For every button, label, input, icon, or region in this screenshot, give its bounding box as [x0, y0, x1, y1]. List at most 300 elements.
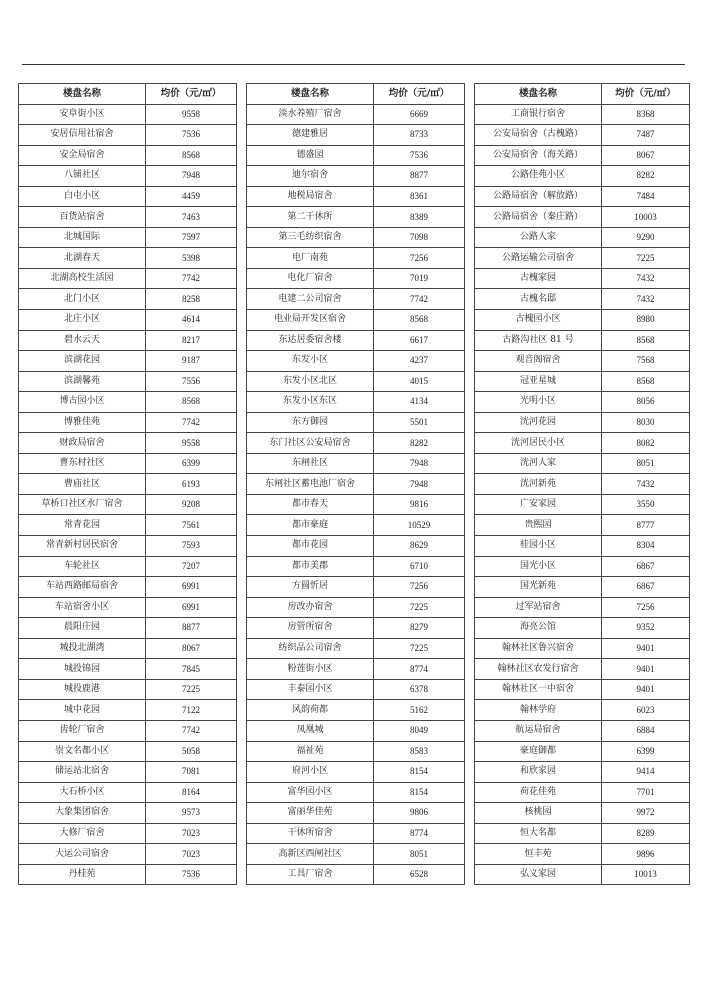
estate-name-cell: 齿轮厂宿舍: [19, 720, 146, 741]
table-row: [475, 536, 690, 557]
average-price-cell: 6399: [146, 453, 237, 474]
estate-name-cell: 博雅佳苑: [19, 412, 146, 433]
average-price-cell: 9816: [374, 494, 465, 515]
average-price-cell: 8154: [374, 762, 465, 783]
estate-name-cell: 富华园小区: [247, 782, 374, 803]
average-price-cell: 10003: [602, 207, 690, 228]
table-row: [475, 741, 690, 762]
table-row: [475, 207, 690, 228]
average-price-cell: 8067: [146, 638, 237, 659]
average-price-cell: 8067: [602, 145, 690, 166]
table-row: [475, 679, 690, 700]
estate-name-cell: 常青新村居民宿舍: [19, 536, 146, 557]
estate-name-cell: 高新区西闸社区: [247, 844, 374, 865]
estate-name-cell: 百货站宿舍: [19, 207, 146, 228]
average-price-cell: 7561: [146, 515, 237, 536]
estate-name-cell: 丰泰园小区: [247, 679, 374, 700]
table-row: [475, 104, 690, 125]
average-price-cell: 8164: [146, 782, 237, 803]
average-price-cell: 7225: [374, 597, 465, 618]
estate-name-cell: 广安家园: [475, 494, 602, 515]
average-price-cell: 4237: [374, 351, 465, 372]
estate-name-cell: 安阜街小区: [19, 104, 146, 125]
column-header-price: 均价（元/㎡）: [374, 84, 465, 105]
average-price-cell: 8568: [374, 310, 465, 331]
estate-name-cell: 恒大名都: [475, 823, 602, 844]
estate-name-cell: 常青花园: [19, 515, 146, 536]
estate-name-cell: 东方御园: [247, 412, 374, 433]
average-price-cell: 8877: [146, 618, 237, 639]
estate-name-cell: 德建雅居: [247, 125, 374, 146]
table-row: [475, 268, 690, 289]
estate-name-cell: 公路局宿舍（解放路）: [475, 186, 602, 207]
average-price-cell: 7556: [146, 371, 237, 392]
table-row: [19, 536, 237, 557]
table-row: [19, 371, 237, 392]
table-row: [475, 248, 690, 269]
table-row: [19, 125, 237, 146]
average-price-cell: 8361: [374, 186, 465, 207]
estate-name-cell: 东发小区北区: [247, 371, 374, 392]
estate-name-cell: 豪庭御都: [475, 741, 602, 762]
estate-name-cell: 公安局宿舍（古槐路）: [475, 125, 602, 146]
table-row: [19, 597, 237, 618]
average-price-cell: 9558: [146, 104, 237, 125]
estate-name-cell: 粉莲街小区: [247, 659, 374, 680]
table-row: [247, 556, 465, 577]
table-row: [475, 782, 690, 803]
table-row: [247, 371, 465, 392]
average-price-cell: 6991: [146, 577, 237, 598]
estate-name-cell: 博古园小区: [19, 392, 146, 413]
table-row: [247, 207, 465, 228]
average-price-cell: 9558: [146, 433, 237, 454]
table-row: [247, 453, 465, 474]
average-price-cell: 8733: [374, 125, 465, 146]
average-price-cell: 8583: [374, 741, 465, 762]
average-price-cell: 7948: [374, 453, 465, 474]
estate-name-cell: 东发小区东区: [247, 392, 374, 413]
estate-name-cell: 大修厂宿舍: [19, 823, 146, 844]
estate-name-cell: 崇文名都小区: [19, 741, 146, 762]
table-row: [247, 803, 465, 824]
average-price-cell: 7122: [146, 700, 237, 721]
column-header-name: 楼盘名称: [247, 84, 374, 105]
estate-name-cell: 东发小区: [247, 351, 374, 372]
average-price-cell: 7742: [374, 289, 465, 310]
table-row: [19, 659, 237, 680]
average-price-cell: 6710: [374, 556, 465, 577]
table-row: [475, 330, 690, 351]
estate-name-cell: 凤凰城: [247, 720, 374, 741]
table-row: [475, 433, 690, 454]
table-row: [19, 618, 237, 639]
estate-name-cell: 过军站宿舍: [475, 597, 602, 618]
average-price-cell: 8877: [374, 166, 465, 187]
price-table-3: [474, 83, 690, 885]
average-price-cell: 8258: [146, 289, 237, 310]
estate-name-cell: 大石桥小区: [19, 782, 146, 803]
average-price-cell: 9290: [602, 227, 690, 248]
table-row: [475, 638, 690, 659]
estate-name-cell: 翰林社区一中宿舍: [475, 679, 602, 700]
table-row: [247, 474, 465, 495]
table-row: [475, 577, 690, 598]
average-price-cell: 7023: [146, 823, 237, 844]
average-price-cell: 7256: [602, 597, 690, 618]
average-price-cell: 7432: [602, 474, 690, 495]
table-row: [475, 803, 690, 824]
average-price-cell: 7742: [146, 412, 237, 433]
estate-name-cell: 冠亚星城: [475, 371, 602, 392]
average-price-cell: 9573: [146, 803, 237, 824]
price-tables: [18, 83, 689, 903]
table-row: [475, 145, 690, 166]
average-price-cell: 8774: [374, 659, 465, 680]
estate-name-cell: 城投锦园: [19, 659, 146, 680]
estate-name-cell: 都市美郡: [247, 556, 374, 577]
estate-name-cell: 古路沟社区 81 号: [475, 330, 602, 351]
estate-name-cell: 古槐名邸: [475, 289, 602, 310]
average-price-cell: 7742: [146, 720, 237, 741]
estate-name-cell: 东闸社区: [247, 453, 374, 474]
estate-name-cell: 翰林学府: [475, 700, 602, 721]
average-price-cell: 8282: [602, 166, 690, 187]
table-row: [475, 186, 690, 207]
table-row: [247, 864, 465, 885]
estate-name-cell: 都市春天: [247, 494, 374, 515]
estate-name-cell: 滨湖馨苑: [19, 371, 146, 392]
average-price-cell: 9187: [146, 351, 237, 372]
table-row: [19, 433, 237, 454]
estate-name-cell: 车轮社区: [19, 556, 146, 577]
estate-name-cell: 曹东村社区: [19, 453, 146, 474]
average-price-cell: 7593: [146, 536, 237, 557]
table-row: [475, 412, 690, 433]
estate-name-cell: 房管所宿舍: [247, 618, 374, 639]
table-row: [19, 104, 237, 125]
table-row: [19, 556, 237, 577]
average-price-cell: 7536: [146, 864, 237, 885]
average-price-cell: 8082: [602, 433, 690, 454]
table-row: [475, 864, 690, 885]
table-row: [475, 762, 690, 783]
average-price-cell: 8568: [602, 330, 690, 351]
average-price-cell: 6528: [374, 864, 465, 885]
table-row: [247, 577, 465, 598]
table-row: [475, 720, 690, 741]
estate-name-cell: 草桥口社区水厂宿舍: [19, 494, 146, 515]
average-price-cell: 8568: [602, 371, 690, 392]
table-row: [475, 289, 690, 310]
estate-name-cell: 北湖高校生活园: [19, 268, 146, 289]
table-row: [19, 844, 237, 865]
column-header-price: 均价（元/㎡）: [146, 84, 237, 105]
table-header-row: [19, 84, 237, 105]
estate-name-cell: 电建二公司宿舍: [247, 289, 374, 310]
estate-name-cell: 北庄小区: [19, 310, 146, 331]
estate-name-cell: 淡水养殖厂宿舍: [247, 104, 374, 125]
estate-name-cell: 洸河新苑: [475, 474, 602, 495]
table-row: [475, 618, 690, 639]
average-price-cell: 7463: [146, 207, 237, 228]
estate-name-cell: 安居信用社宿舍: [19, 125, 146, 146]
average-price-cell: 7484: [602, 186, 690, 207]
table-row: [475, 659, 690, 680]
table-row: [19, 762, 237, 783]
average-price-cell: 8154: [374, 782, 465, 803]
table-row: [247, 679, 465, 700]
table-row: [475, 453, 690, 474]
estate-name-cell: 弘义家园: [475, 864, 602, 885]
estate-name-cell: 公路运输公司宿舍: [475, 248, 602, 269]
estate-name-cell: 北门小区: [19, 289, 146, 310]
table-row: [247, 638, 465, 659]
table-row: [475, 351, 690, 372]
average-price-cell: 9972: [602, 803, 690, 824]
table-row: [475, 474, 690, 495]
average-price-cell: 4015: [374, 371, 465, 392]
table-row: [475, 823, 690, 844]
estate-name-cell: 北湖春天: [19, 248, 146, 269]
estate-name-cell: 迪尔宿舍: [247, 166, 374, 187]
table-row: [19, 268, 237, 289]
average-price-cell: 7536: [146, 125, 237, 146]
estate-name-cell: 车站宿舍小区: [19, 597, 146, 618]
estate-name-cell: 电化厂宿舍: [247, 268, 374, 289]
estate-name-cell: 东闸社区蓄电池厂宿舍: [247, 474, 374, 495]
average-price-cell: 6399: [602, 741, 690, 762]
estate-name-cell: 翰林社区农发行宿舍: [475, 659, 602, 680]
table-row: [475, 844, 690, 865]
average-price-cell: 7019: [374, 268, 465, 289]
table-row: [247, 823, 465, 844]
table-row: [475, 597, 690, 618]
estate-name-cell: 工商银行宿舍: [475, 104, 602, 125]
estate-name-cell: 公安局宿舍（海关路）: [475, 145, 602, 166]
average-price-cell: 7225: [602, 248, 690, 269]
average-price-cell: 8568: [146, 392, 237, 413]
table-row: [247, 536, 465, 557]
estate-name-cell: 核桃园: [475, 803, 602, 824]
table-row: [19, 864, 237, 885]
table-row: [475, 515, 690, 536]
table-row: [247, 310, 465, 331]
average-price-cell: 7742: [146, 268, 237, 289]
average-price-cell: 6617: [374, 330, 465, 351]
average-price-cell: 7948: [146, 166, 237, 187]
estate-name-cell: 公路局宿舍（秦庄路）: [475, 207, 602, 228]
average-price-cell: 8279: [374, 618, 465, 639]
average-price-cell: 7701: [602, 782, 690, 803]
average-price-cell: 9401: [602, 638, 690, 659]
estate-name-cell: 城投鹿港: [19, 679, 146, 700]
estate-name-cell: 和欣家园: [475, 762, 602, 783]
table-row: [19, 166, 237, 187]
average-price-cell: 6193: [146, 474, 237, 495]
estate-name-cell: 储运站北宿舍: [19, 762, 146, 783]
table-row: [19, 803, 237, 824]
table-row: [247, 166, 465, 187]
table-row: [19, 494, 237, 515]
estate-name-cell: 第三毛纺织宿舍: [247, 227, 374, 248]
average-price-cell: 7432: [602, 289, 690, 310]
average-price-cell: 8777: [602, 515, 690, 536]
table-row: [247, 289, 465, 310]
table-row: [19, 782, 237, 803]
estate-name-cell: 富丽华佳苑: [247, 803, 374, 824]
header-rule: [22, 64, 685, 65]
average-price-cell: 6023: [602, 700, 690, 721]
estate-name-cell: 东达居委宿舍楼: [247, 330, 374, 351]
estate-name-cell: 翰林社区鲁兴宿舍: [475, 638, 602, 659]
estate-name-cell: 房改办宿舍: [247, 597, 374, 618]
table-row: [475, 556, 690, 577]
average-price-cell: 8051: [374, 844, 465, 865]
table-row: [19, 392, 237, 413]
average-price-cell: 8030: [602, 412, 690, 433]
estate-name-cell: 荷花佳苑: [475, 782, 602, 803]
average-price-cell: 5398: [146, 248, 237, 269]
average-price-cell: 9896: [602, 844, 690, 865]
average-price-cell: 6867: [602, 556, 690, 577]
estate-name-cell: 都市豪庭: [247, 515, 374, 536]
table-row: [247, 762, 465, 783]
estate-name-cell: 府河小区: [247, 762, 374, 783]
table-row: [19, 227, 237, 248]
average-price-cell: 6991: [146, 597, 237, 618]
average-price-cell: 8389: [374, 207, 465, 228]
estate-name-cell: 福祉苑: [247, 741, 374, 762]
estate-name-cell: 桂园小区: [475, 536, 602, 557]
table-row: [19, 186, 237, 207]
average-price-cell: 6884: [602, 720, 690, 741]
average-price-cell: 8368: [602, 104, 690, 125]
estate-name-cell: 碧水云天: [19, 330, 146, 351]
average-price-cell: 9414: [602, 762, 690, 783]
average-price-cell: 9806: [374, 803, 465, 824]
table-row: [247, 104, 465, 125]
average-price-cell: 7845: [146, 659, 237, 680]
table-row: [247, 782, 465, 803]
estate-name-cell: 干休所宿舍: [247, 823, 374, 844]
average-price-cell: 8304: [602, 536, 690, 557]
table-row: [475, 310, 690, 331]
table-row: [475, 166, 690, 187]
estate-name-cell: 方圆忻居: [247, 577, 374, 598]
estate-name-cell: 城中花园: [19, 700, 146, 721]
estate-name-cell: 安全局宿舍: [19, 145, 146, 166]
table-row: [19, 720, 237, 741]
estate-name-cell: 公路人家: [475, 227, 602, 248]
estate-name-cell: 工具厂宿舍: [247, 864, 374, 885]
estate-name-cell: 电业局开发区宿舍: [247, 310, 374, 331]
average-price-cell: 5058: [146, 741, 237, 762]
average-price-cell: 8056: [602, 392, 690, 413]
estate-name-cell: 贵熙园: [475, 515, 602, 536]
average-price-cell: 7098: [374, 227, 465, 248]
table-row: [247, 145, 465, 166]
average-price-cell: 4134: [374, 392, 465, 413]
table-row: [475, 371, 690, 392]
table-row: [247, 125, 465, 146]
table-row: [19, 453, 237, 474]
average-price-cell: 8629: [374, 536, 465, 557]
table-row: [247, 597, 465, 618]
estate-name-cell: 地税局宿舍: [247, 186, 374, 207]
table-row: [247, 227, 465, 248]
table-row: [19, 638, 237, 659]
average-price-cell: 7207: [146, 556, 237, 577]
table-header-row: [247, 84, 465, 105]
table-row: [247, 618, 465, 639]
table-row: [19, 741, 237, 762]
estate-name-cell: 第二干休所: [247, 207, 374, 228]
table-row: [19, 515, 237, 536]
column-header-price: 均价（元/㎡）: [602, 84, 690, 105]
table-row: [19, 289, 237, 310]
table-row: [19, 474, 237, 495]
average-price-cell: 8980: [602, 310, 690, 331]
average-price-cell: 7256: [374, 577, 465, 598]
table-row: [247, 351, 465, 372]
average-price-cell: 8289: [602, 823, 690, 844]
column-header-name: 楼盘名称: [475, 84, 602, 105]
table-row: [247, 392, 465, 413]
table-header-row: [475, 84, 690, 105]
estate-name-cell: 丹桂苑: [19, 864, 146, 885]
estate-name-cell: 北城国际: [19, 227, 146, 248]
estate-name-cell: 德盛园: [247, 145, 374, 166]
estate-name-cell: 国光新苑: [475, 577, 602, 598]
price-table-1: [18, 83, 237, 885]
estate-name-cell: 恒丰苑: [475, 844, 602, 865]
table-row: [247, 844, 465, 865]
average-price-cell: 7948: [374, 474, 465, 495]
average-price-cell: 8774: [374, 823, 465, 844]
table-row: [247, 330, 465, 351]
estate-name-cell: 财政局宿舍: [19, 433, 146, 454]
table-row: [247, 741, 465, 762]
average-price-cell: 6867: [602, 577, 690, 598]
average-price-cell: 8049: [374, 720, 465, 741]
table-row: [247, 412, 465, 433]
average-price-cell: 4614: [146, 310, 237, 331]
table-row: [19, 700, 237, 721]
estate-name-cell: 航运局宿舍: [475, 720, 602, 741]
average-price-cell: 4459: [146, 186, 237, 207]
estate-name-cell: 观音阁宿舍: [475, 351, 602, 372]
estate-name-cell: 滨湖花园: [19, 351, 146, 372]
price-table-2: [246, 83, 465, 885]
average-price-cell: 7568: [602, 351, 690, 372]
estate-name-cell: 曹庙社区: [19, 474, 146, 495]
table-row: [475, 494, 690, 515]
estate-name-cell: 洸河人家: [475, 453, 602, 474]
table-row: [19, 577, 237, 598]
average-price-cell: 9208: [146, 494, 237, 515]
table-row: [475, 700, 690, 721]
table-row: [19, 207, 237, 228]
estate-name-cell: 古槐园小区: [475, 310, 602, 331]
estate-name-cell: 纺织品公司宿舍: [247, 638, 374, 659]
average-price-cell: 7597: [146, 227, 237, 248]
estate-name-cell: 城投北湖湾: [19, 638, 146, 659]
estate-name-cell: 洸河花园: [475, 412, 602, 433]
average-price-cell: 7432: [602, 268, 690, 289]
estate-name-cell: 都市花园: [247, 536, 374, 557]
table-row: [19, 310, 237, 331]
